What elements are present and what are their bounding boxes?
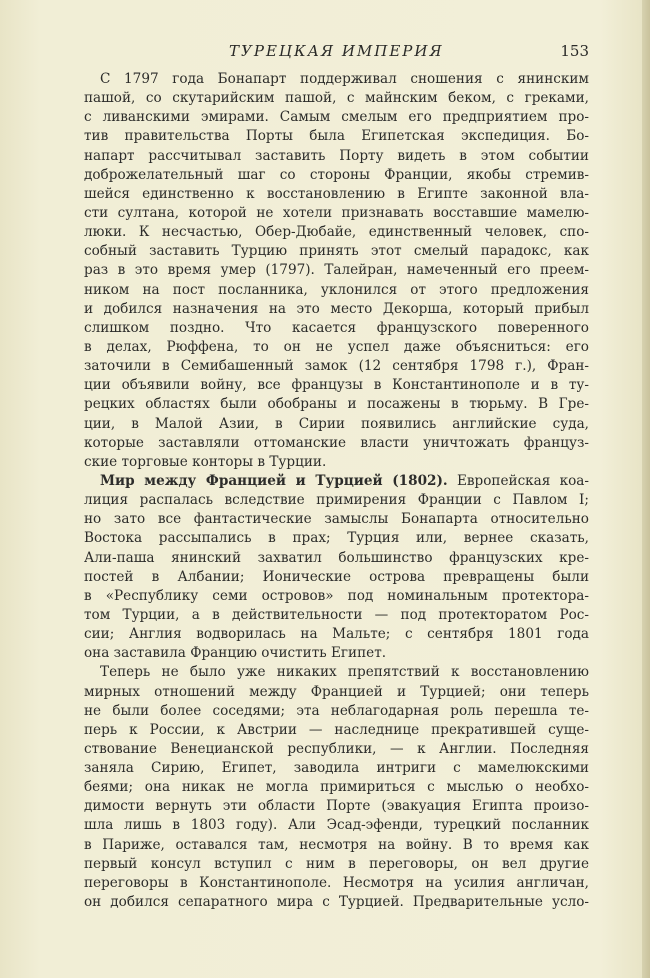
text-line: он добился сепаратного мира с Турцией. Предварительные усло-	[84, 894, 589, 911]
text-line: слишком поздно. Что касается французского поверенного	[84, 319, 589, 336]
text-line: первый консул вступил с ним в переговоры, он вел другие	[84, 855, 589, 872]
text-line: в Париже, оставался там, несмотря на войну. В то время как	[84, 836, 589, 853]
text-line: мирных отношений между Францией и Турцией; они теперь	[84, 683, 589, 700]
text-line: димости вернуть эти области Порте (эвакуация Египта произо-	[84, 798, 589, 815]
text-line: не были более соседями; эта неблагодарная роль перешла те-	[84, 702, 589, 719]
text-line-with-heading	[84, 472, 589, 491]
body-text	[84, 70, 589, 912]
text-line: шла лишь в 1803 году). Али Эсад-эфенди, турецкий посланник	[84, 817, 589, 834]
text-line: рецких областях были обобраны и посажены в тюрьму. В Гре-	[84, 396, 589, 413]
text-line: Теперь не было уже никаких препятствий к восстановлению	[100, 664, 589, 681]
text-line: сии; Англия водворилась на Мальте; с сентября 1801 года	[84, 626, 589, 643]
text-line: в «Республику семи островов» под номинальным протектора-	[84, 587, 589, 604]
text-run: Европейская коа-	[456, 472, 589, 489]
text-line: ником на пост посланника, уклонился от этого предложения	[84, 281, 589, 298]
page-header	[84, 42, 589, 64]
text-line: собный заставить Турцию принять этот смелый парадокс, как	[84, 243, 589, 260]
text-line: Востока рассыпались в прах; Турция или, вернее сказать,	[84, 530, 589, 547]
text-line: постей в Албании; Ионические острова превращены были	[84, 568, 589, 585]
running-title: ТУРЕЦКАЯ ИМПЕРИЯ	[229, 42, 444, 60]
text-line: доброжелательный шаг со стороны Франции, якобы стремив-	[84, 166, 589, 183]
text-line: С 1797 года Бонапарт поддерживал сношения с янинским	[100, 71, 589, 87]
page-edge-shadow	[642, 0, 650, 978]
text-line: пашой, со скутарийским пашой, с майнским беком, с греками,	[84, 90, 589, 107]
text-line: шейся единственно к восстановлению в Египте законной вла-	[84, 185, 589, 202]
text-line: ции объявили войну, все французы в Константинополе и в ту-	[84, 377, 589, 394]
text-line: в делах, Рюффена, то он не успел даже объясниться: его	[84, 338, 589, 355]
text-line: ские торговые конторы в Турции.	[84, 453, 327, 470]
text-line: напарт рассчитывал заставить Порту видеть в этом событии	[84, 147, 589, 164]
text-line: беями; она никак не могла примириться с мыслью о необхо-	[84, 779, 589, 796]
section-heading: Мир между Францией и Турцией (1802).	[100, 472, 448, 489]
text-line: ции, в Малой Азии, в Сирии появились английские суда,	[84, 415, 589, 432]
page-number: 153	[560, 42, 589, 60]
text-line: тив правительства Порты была Египетская экспедиция. Бо-	[84, 128, 589, 145]
text-line: переговоры в Константинополе. Несмотря на усилия англичан,	[84, 874, 589, 891]
text-line: которые заставляли оттоманские власти уничтожать француз-	[84, 434, 589, 451]
text-line: она заставила Францию очистить Египет.	[84, 645, 387, 662]
text-line: Али-паша янинский захватил большинство французских кре-	[84, 549, 589, 566]
text-line: сти султана, которой не хотели признавать восставшие мамелю-	[84, 204, 589, 221]
text-line: лиция распалась вследствие примирения Франции с Павлом I;	[84, 492, 589, 509]
text-line: и добился назначения на это место Декорша, который прибыл	[84, 300, 589, 317]
text-line: люки. К несчастью, Обер-Дюбайе, единственный человек, спо-	[84, 224, 589, 241]
text-line: ствование Венецианской республики, — к Англии. Последняя	[84, 740, 589, 757]
text-line: заточили в Семибашенный замок (12 сентября 1798 г.), Фран-	[84, 358, 589, 375]
text-line: раз в это время умер (1797). Талейран, намеченный его преем-	[84, 262, 589, 279]
text-line: заняла Сирию, Египет, заводила интриги с мамелюкскими	[84, 760, 589, 777]
text-line: но зато все фантастические замыслы Бонапарта относительно	[84, 511, 589, 528]
text-line: с ливанскими эмирами. Самым смелым его предприятием про-	[84, 109, 589, 126]
text-line: перь к России, к Австрии — наследнице прекратившей суще-	[84, 721, 589, 738]
text-line: том Турции, а в действительности — под протекторатом Рос-	[84, 606, 589, 623]
